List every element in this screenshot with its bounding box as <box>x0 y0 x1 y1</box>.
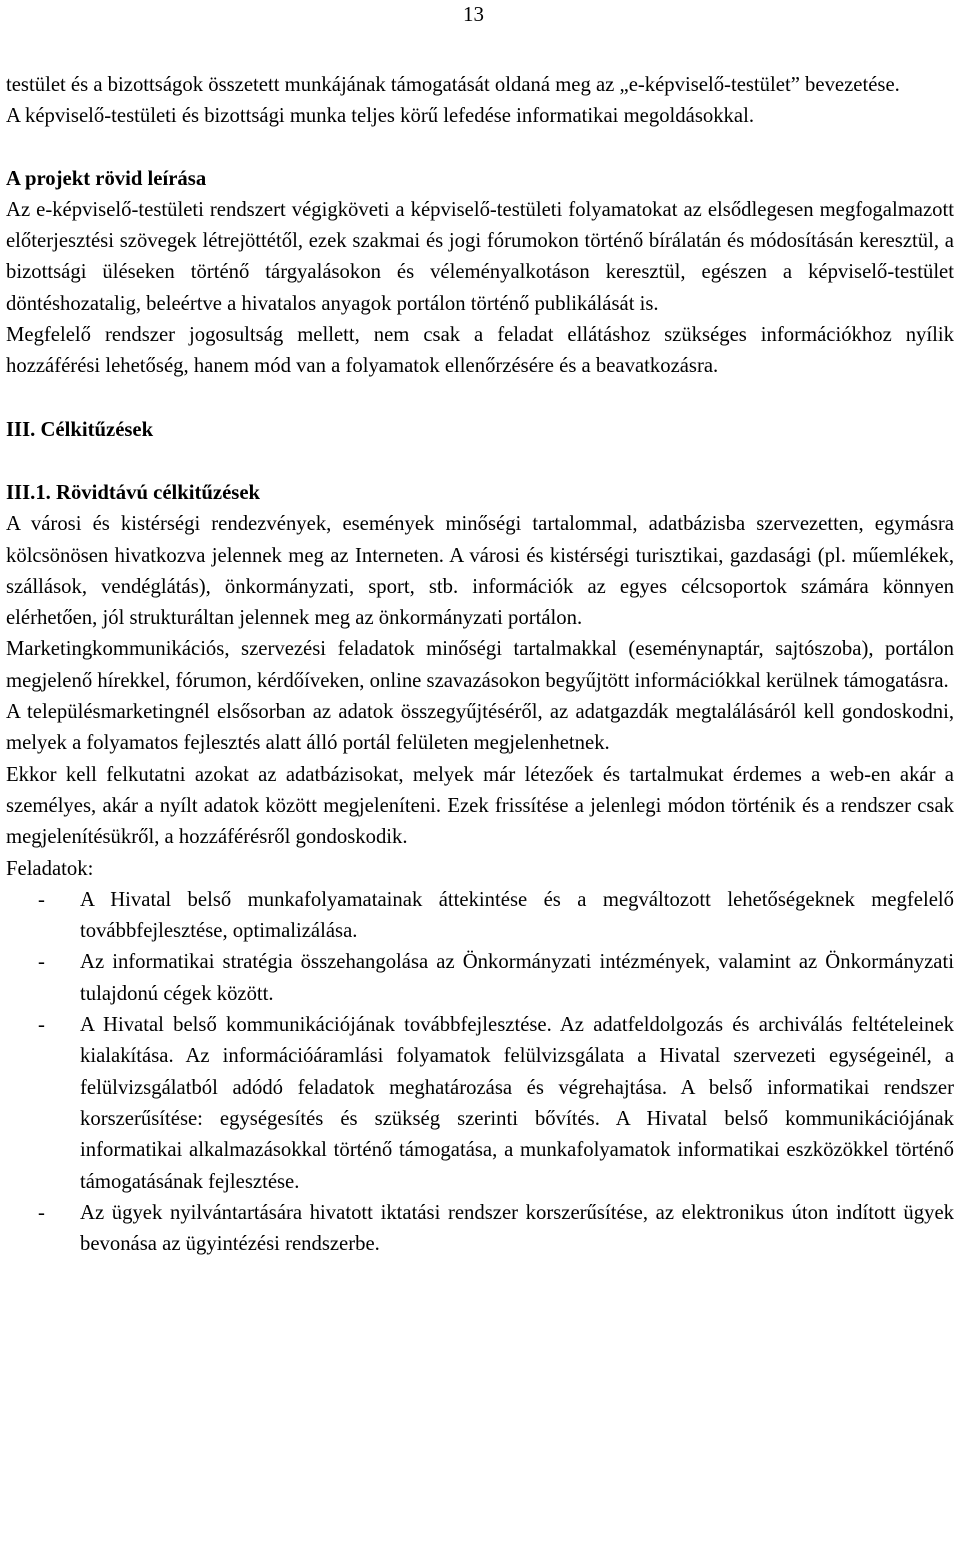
task-list <box>6 885 954 1261</box>
project-heading: A projekt rövid leírása <box>6 167 207 190</box>
intro-paragraph: A képviselő-testületi és bizottsági munka teljes körű lefedése informatikai megoldásokkal. <box>6 105 755 128</box>
list-dash: - <box>38 1014 45 1037</box>
task-item <box>6 1198 954 1261</box>
goal-paragraph: Marketingkommunikációs, szervezési feladatok minőségi tartalmakkal (eseménynaptár, sajtószoba), portálon megjelenő hírekkel, fórumon, kérdőíveken, online szavazásokon begyűjtött információkkal kerülnek támogatásra. <box>6 638 954 692</box>
task-item <box>6 1010 954 1198</box>
list-dash: - <box>38 951 45 974</box>
task-item <box>6 885 954 948</box>
task-text: Az ügyek nyilvántartására hivatott iktatási rendszer korszerűsítése, az elektronikus úton indított ügyek bevonása az ügyintézési rendszerbe. <box>80 1201 954 1256</box>
goal-paragraph: Ekkor kell felkutatni azokat az adatbázisokat, melyek már létezőek és tartalmukat érdemes a web-en akár a személyes, akár a nyílt adatok között megjeleníteni. Ezek frissítése a jelenlegi módon történik és a rendszer csak megjelenítésükről, a hozzáférésről gondoskodik. <box>6 763 954 849</box>
task-text: A Hivatal belső kommunikációjának továbbfejlesztése. Az adatfeldolgozás és archiválás feltételeinek kialakítása. Az információáramlási folyamatok felülvizsgálata a Hivatal szervezeti egységeinél, a felülvizsgálatból adódó feladatok meghatározása és végrehajtása. A belső informatikai rendszer korszerűsítése: egységesítés és szükség szerinti bővítés. A Hivatal belső kommunikációjának informatikai alkalmazásokkal történő támogatása, a munkafolyamatok informatikai eszközökkel történő támogatásának fejlesztése. <box>80 1014 954 1193</box>
goal-paragraph: A városi és kistérségi rendezvények, események minőségi tartalommal, adatbázisba szervezetten, egymásra kölcsönösen hivatkozva jelennek meg az Interneten. A városi és kistérségi turisztikai, gazdasági (pl. műemlékek, szállások, vendéglátás), önkormányzati, sport, stb. információk az egyes célcsoportok számára könnyen elérhetően, jól strukturáltan jelennek meg az önkormányzati portálon. <box>6 513 954 630</box>
project-paragraph: Az e-képviselő-testületi rendszert végigköveti a képviselő-testületi folyamatokat az elsődlegesen megfogalmazott előterjesztési szövegek létrejöttétől, ezek szakmai és jogi fórumokon történő bírálatán és módosításán keresztül, a bizottsági üléseken történő tárgyalásokon és véleményalkotáson keresztül, egészen a képviselő-testület döntéshozatalig, beleértve a hivatalos anyagok portálon történő publikálását is. <box>6 198 954 315</box>
list-dash: - <box>38 1201 45 1224</box>
task-text: Az informatikai stratégia összehangolása az Önkormányzati intézmények, valamint az Önkormányzati tulajdonú cégek között. <box>80 951 954 1005</box>
page-number: 13 <box>463 2 484 26</box>
intro-paragraph: testület és a bizottságok összetett munkájának támogatását oldaná meg az „e-képviselő-testület” bevezetése. <box>6 74 900 96</box>
task-text: A Hivatal belső munkafolyamatainak áttekintése és a megváltozott lehetőségeknek megfelelő továbbfejlesztése, optimalizálása. <box>80 888 954 943</box>
subsection-heading: III.1. Rövidtávú célkitűzések <box>6 481 261 504</box>
tasks-label: Feladatok: <box>6 857 94 880</box>
goal-paragraph: A településmarketingnél elsősorban az adatok összegyűjtéséről, az adatgazdák megtalálásáról kell gondoskodni, melyek a folyamatos fejlesztés alatt álló portál felületen megjelenhetnek. <box>6 701 954 755</box>
project-paragraph: Megfelelő rendszer jogosultság mellett, nem csak a feladat ellátáshoz szükséges információkhoz nyílik hozzáférési lehetőség, hanem mód van a folyamatok ellenőrzésére és a beavatkozásra. <box>6 324 954 378</box>
document-body <box>6 70 954 1260</box>
list-dash: - <box>38 888 45 911</box>
task-item <box>6 947 954 1010</box>
section-heading: III. Célkitűzések <box>6 418 154 441</box>
